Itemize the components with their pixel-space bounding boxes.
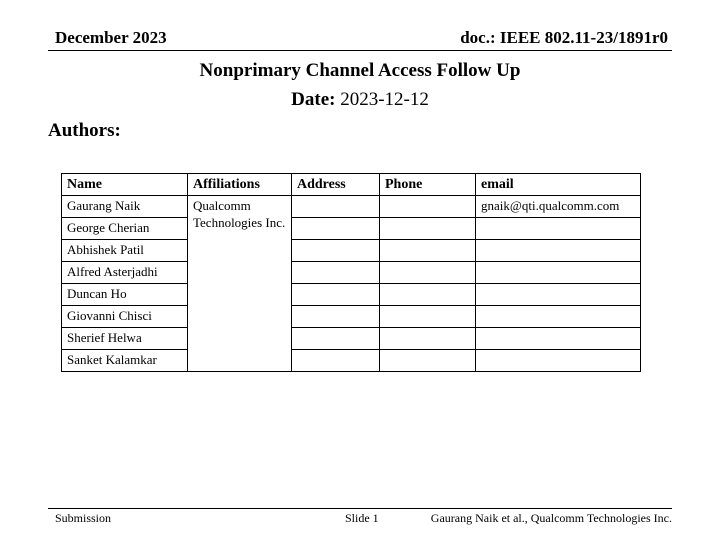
date-label: Date: [291,89,336,110]
author-email: gnaik@qti.qualcomm.com [476,196,641,218]
author-address [292,240,380,262]
author-address [292,350,380,372]
footer-slide-number: Slide 1 [345,511,379,525]
table-row [62,240,641,262]
table-row [62,218,641,240]
author-address [292,284,380,306]
author-name: Giovanni Chisci [62,306,188,328]
column-header-address: Address [292,174,380,196]
column-header-email: email [476,174,641,196]
authors-heading: Authors: [48,120,121,141]
author-name: Sherief Helwa [62,328,188,350]
author-phone [380,262,476,284]
author-email [476,284,641,306]
author-address [292,328,380,350]
authors-table [61,173,641,372]
footer-submission: Submission [55,511,112,525]
column-header-phone: Phone [380,174,476,196]
author-phone [380,240,476,262]
author-name: Sanket Kalamkar [62,350,188,372]
table-row [62,306,641,328]
author-email [476,262,641,284]
author-affiliation: Qualcomm Technologies Inc. [188,196,292,372]
table-row [62,262,641,284]
date-line [0,89,720,111]
table-header-row [62,174,641,196]
author-email [476,218,641,240]
author-phone [380,196,476,218]
date-value: 2023-12-12 [340,89,429,110]
author-email [476,328,641,350]
author-address [292,218,380,240]
author-email [476,240,641,262]
author-phone [380,284,476,306]
author-phone [380,328,476,350]
author-name: Abhishek Patil [62,240,188,262]
author-name: Duncan Ho [62,284,188,306]
column-header-name: Name [62,174,188,196]
author-phone [380,306,476,328]
table-row [62,196,641,218]
header-divider [48,50,672,51]
author-phone [380,218,476,240]
author-name: George Cherian [62,218,188,240]
table-row [62,328,641,350]
author-address [292,306,380,328]
author-address [292,262,380,284]
author-email [476,306,641,328]
table-row [62,284,641,306]
header-doc-id: doc.: IEEE 802.11-23/1891r0 [460,28,668,47]
author-name: Alfred Asterjadhi [62,262,188,284]
slide-title: Nonprimary Channel Access Follow Up [199,60,521,81]
author-phone [380,350,476,372]
footer-author-credit: Gaurang Naik et al., Qualcomm Technologies Inc. [430,511,672,525]
author-email [476,350,641,372]
column-header-affiliations: Affiliations [188,174,292,196]
table-row [62,350,641,372]
author-name: Gaurang Naik [62,196,188,218]
footer-divider [48,508,672,509]
author-address [292,196,380,218]
header-date: December 2023 [55,28,167,47]
